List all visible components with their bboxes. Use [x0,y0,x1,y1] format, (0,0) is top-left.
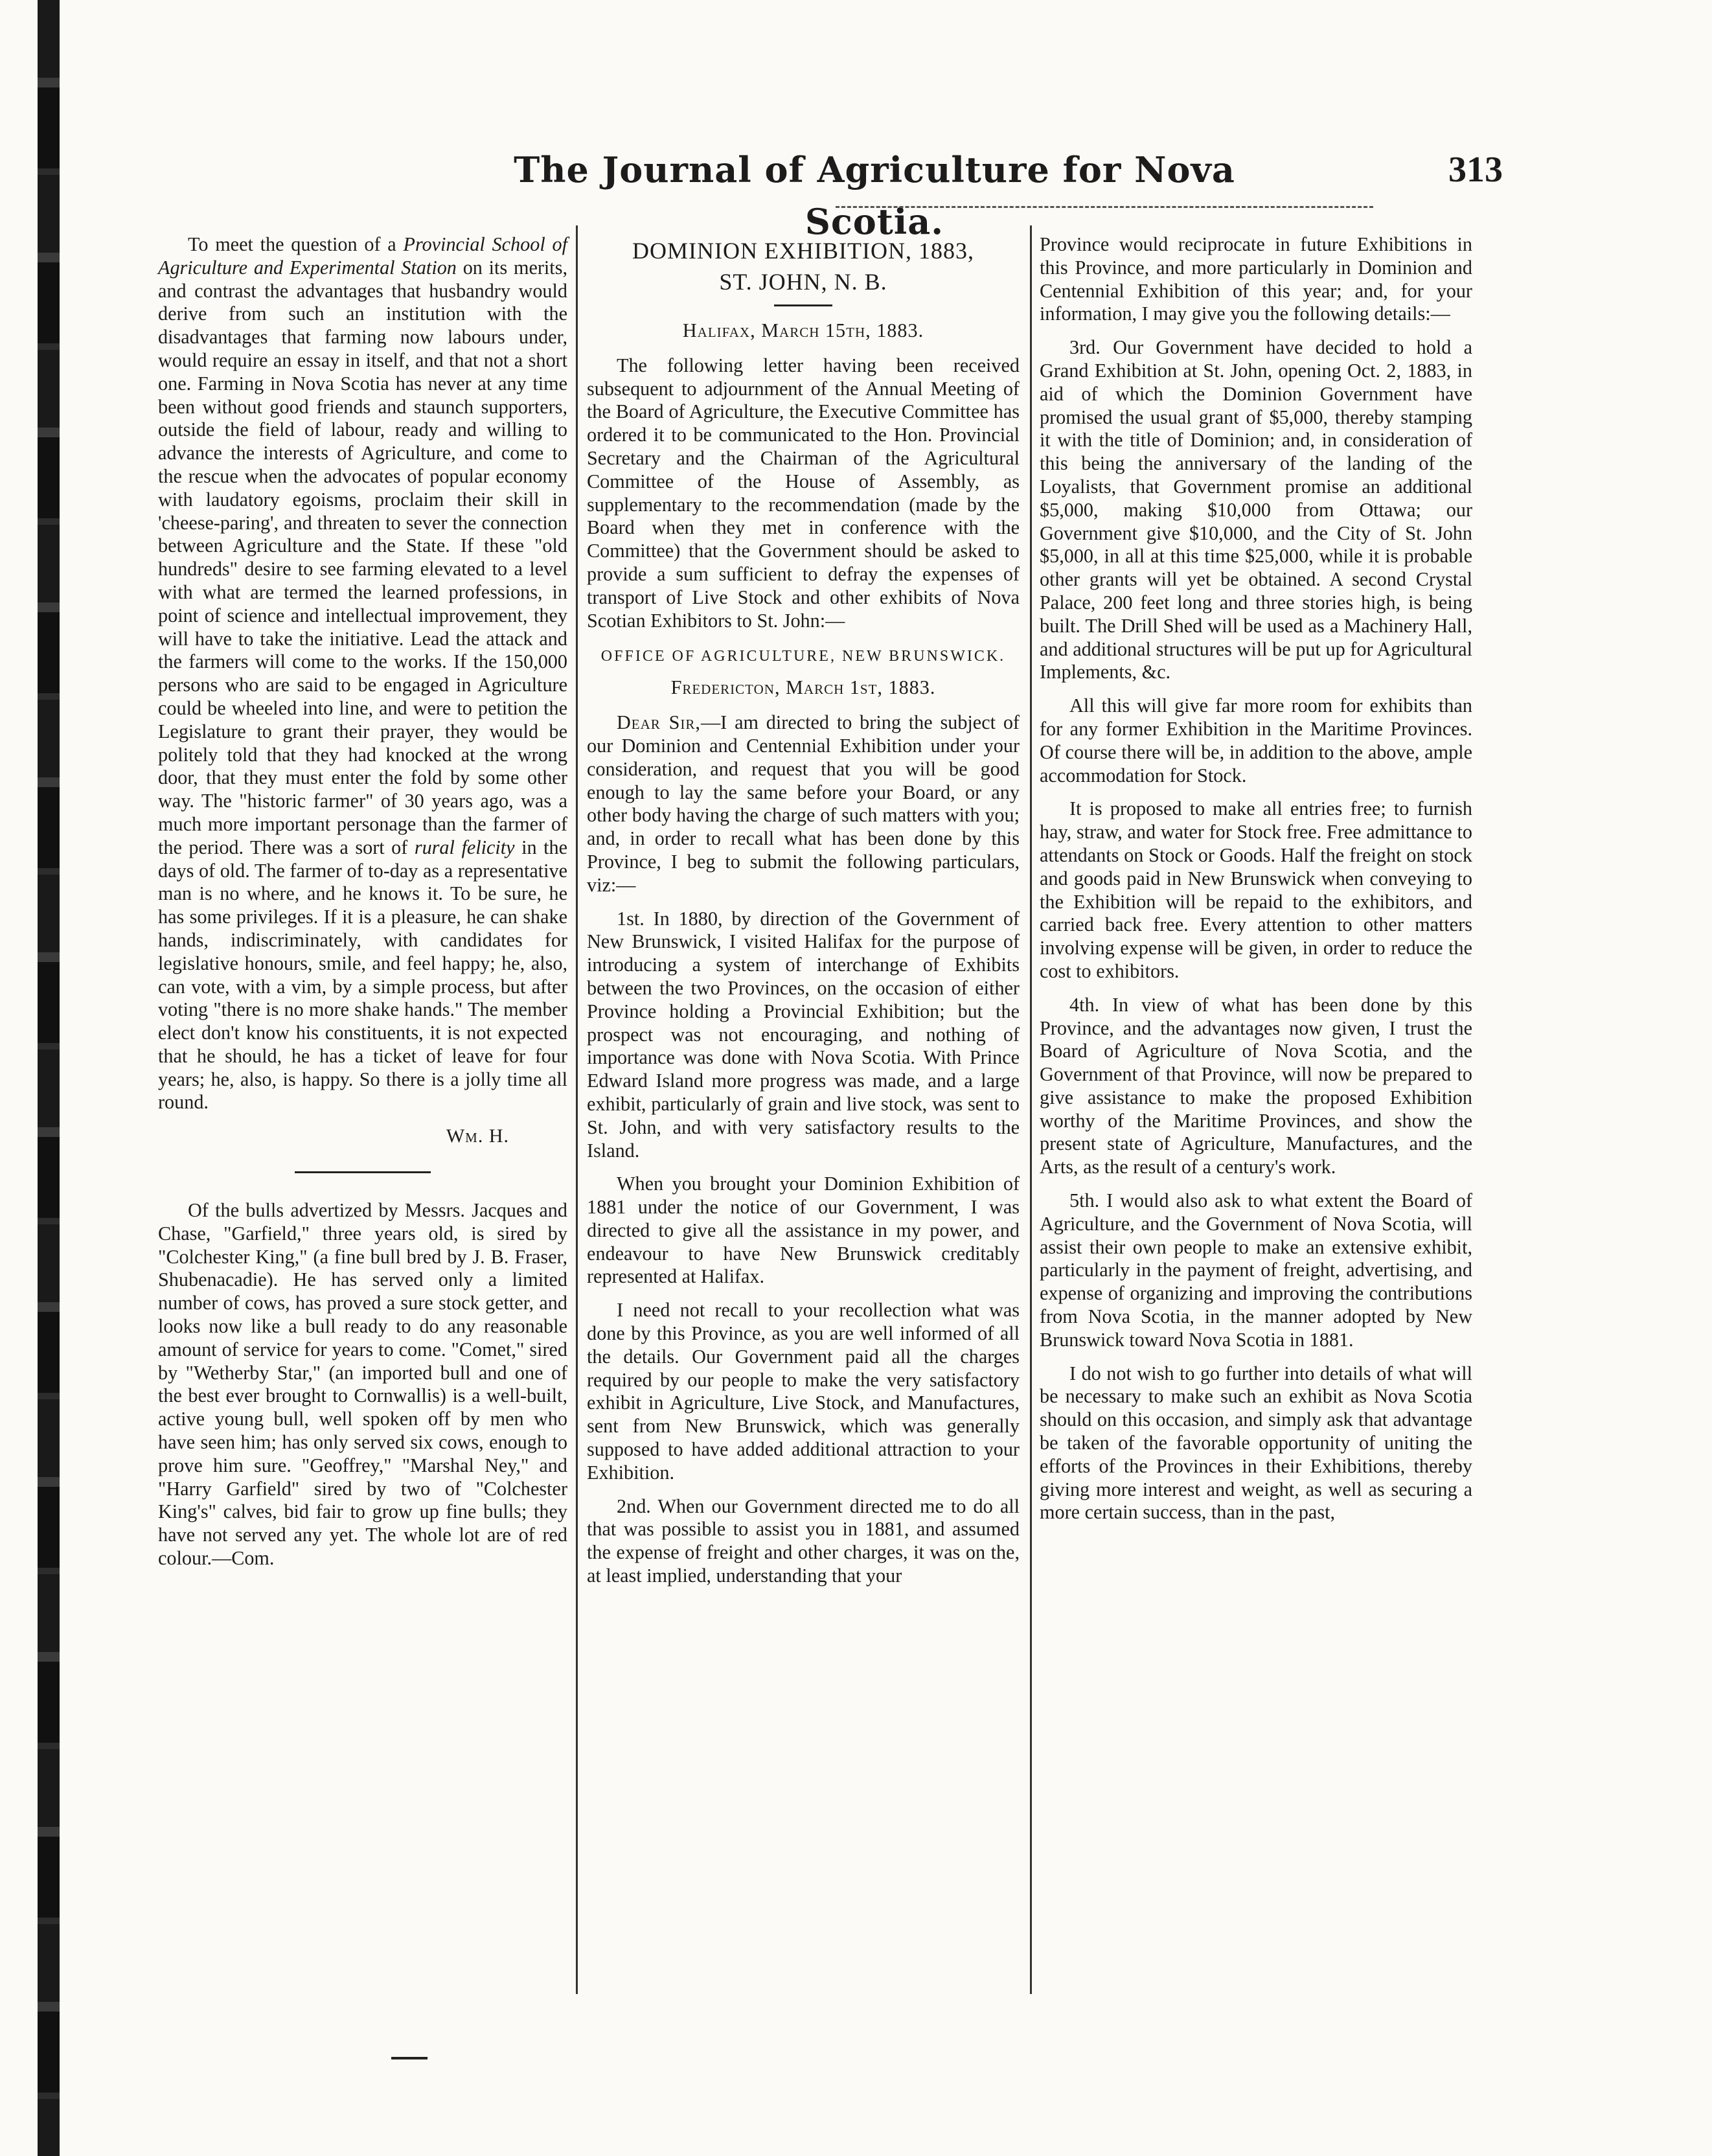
letter-paragraph-1881: When you brought your Dominion Exhibition of 1881 under the notice of our Government, I was directed to give all the assistance in my power, and endeavour to have New Brunswick creditably represented at Halifax. [587,1173,1020,1288]
headline-line-1: DOMINION EXHIBITION, 1883, [632,238,974,264]
headline-line-2: ST. JOHN, N. B. [719,269,887,295]
letter-point-4th: 4th. In view of what has been done by this Province, and the advantages now given, I trust the Board of Agriculture of Nova Scotia, and the Government of that Province, will now be prepared to give assistance to make the proposed Exhibition worthy of the Maritime Provinces, and show the present state of Agriculture, Manufactures, and the Arts, as the result of a century's work. [1040,993,1472,1178]
letter-paragraph-room: All this will give far more room for exhibits than for any former Exhibition in the Maritime Provinces. Of course there will be, in addition to the above, ample accommodation for Stock. [1040,694,1472,786]
column-3 [1040,233,1472,1535]
letter-dateline: Fredericton, March 1st, 1883. [670,676,936,699]
journal-masthead: The Journal of Agriculture for Nova Scotia. [514,149,1235,242]
column-divider-1 [576,225,578,1994]
page-number: 313 [1448,150,1503,190]
office-heading: OFFICE OF AGRICULTURE, NEW BRUNSWICK. [600,648,1006,665]
letter-paragraph-entries-free: It is proposed to make all entries free; to furnish hay, straw, and water for Stock free. Free admittance to attendants on Stock or Goods. Half the freight on stock and goods paid in New Brunswick when conveying to the Exhibition will be repaid to the exhibitors, and carried back free. Every attention to other matters involving expense will be given, in order to reduce the cost to exhibitors. [1040,797,1472,982]
section-rule [295,1171,431,1173]
letter-point-2nd: 2nd. When our Government directed me to do all that was possible to assist you in 1881, and assumed the expense of freight and other charges, it was on the, at least implied, understanding that your [587,1495,1020,1587]
column-2 [587,233,1020,1598]
letter-continuation: Province would reciprocate in future Exhibitions in this Province, and more particularly in Dominion and Centennial Exhibition of this year; and, for your information, I may give you the following details:— [1040,233,1472,325]
letter-paragraph-recall: I need not recall to your recollection what was done by this Province, as you are well informed of all the details. Our Government paid all the charges required by our people to make the very satisfactory exhibit in Agriculture, Live Stock, and Manufactures, sent from New Brunswick, which was generally supposed to have added additional attraction to your Exhibition. [587,1299,1020,1484]
letter-point-5th: 5th. I would also ask to what extent the Board of Agriculture, and the Government of Nova Scotia, will assist their own people to make an extensive exhibit, particularly in the payment of freight, advertising, and expense of organizing and improving the contributions from Nova Scotia, in the manner adopted by New Brunswick toward Nova Scotia in 1881. [1040,1189,1472,1351]
header-rule [836,206,1373,208]
column-divider-2 [1030,225,1032,1994]
end-mark [391,2057,428,2059]
article-school-of-agriculture: To meet the question of a Provincial School of Agriculture and Experimental Station on its merits, and contrast the advantages that husbandry would derive from such an institution with the disadvantages that farming now labours under, would require an essay in itself, and that not a short one. Farming in Nova Scotia has never at any time been without good friends and staunch supporters, outside the field of labour, ready and willing to advance the interests of Agriculture, and come to the rescue when the advocates of popular economy with laudatory egoisms, proclaim their skill in 'cheese-paring', and threaten to sever the connection between Agriculture and the State. If these "old hundreds" desire to see farming elevated to a level with what are termed the learned professions, in point of science and intellectual improvement, they will have to take the initiative. Lead the attack and the farmers will come to the works. If the 150,000 persons who are said to be engaged in Agriculture could be wheeled into line, and were to petition the Legislature to grant their prayer, they would be politely told that they had knocked at the wrong door, that they must enter the fold by some other way. The "historic farmer" of 30 years ago, was a much more important personage than the farmer of the period. There was a sort of rural felicity in the days of old. The farmer of to-day as a representative man is no where, and he knows it. To be sure, he has some privileges. If it is a pleasure, he can shake hands, indiscriminately, with candidates for legislative honours, smile, and feel happy; he, also, can vote, with a vim, by a simple process, but after voting "there is no more shake hands." The member elect don't know his constituents, it is not expected that he should, he has a ticket of leave for four years; he, also, is happy. So there is a jolly time all round. [158,233,568,1114]
letter-point-3rd: 3rd. Our Government have decided to hold a Grand Exhibition at St. John, opening Oct. 2, 1883, in aid of which the Dominion Government have promised the usual grant of $5,000, thereby stamping it with the title of Dominion; and, in consideration of this being the anniversary of the landing of the Loyalists, that Government promise an additional $5,000, making $10,000 from Ottawa; our Government give $10,000, and the City of St. John $5,000, in all at this time $25,000, while it is probable other grants will yet be obtained. A second Crystal Palace, 200 feet long and three stories high, is being built. The Drill Shed will be used as a Machinery Hall, and additional structures will be put up for Agricultural Implements, &c. [1040,336,1472,683]
headline-rule [774,304,832,306]
article-signature: Wm. H. [446,1125,509,1147]
dateline: Halifax, March 15th, 1883. [682,319,924,341]
article-bulls-advertized: Of the bulls advertized by Messrs. Jacques and Chase, "Garfield," three years old, is sired by "Colchester King," (a fine bull bred by J. B. Fraser, Shubenacadie). He has served only a limited number of cows, has proved a sure stock getter, and looks now like a bull ready to do any reasonable amount of service for years to come. "Comet," sired by "Wetherby Star," (an imported bull and one of the best ever brought to Cornwallis) is a well-built, active young bull, well spoken off by men who have seen him; has only served six cows, enough to prove him sure. "Geoffrey," "Marshal Ney," and "Harry Garfield" sired by two of "Colchester King's" calves, bid fair to grow up fine bulls; they have not served any yet. The whole lot are of red colour.—Com. [158,1199,567,1570]
letter-salutation: Dear Sir,—I am directed to bring the subject of our Dominion and Centennial Exhibition under your consideration, and request that you will be good enough to lay the same before your Board, or any other body having the charge of such matters with you; and, in order to recall what has been done by this Province, I beg to submit the following particulars, viz:— [587,711,1020,896]
letter-paragraph-details: I do not wish to go further into details of what will be necessary to make such an exhibit as Nova Scotia should on this occasion, and simply ask that advantage be taken of the favorable opportunity of uniting the efforts of the Provinces in their Exhibitions, thereby giving more interest and weight, as well as securing a more certain success, than in the past, [1040,1362,1472,1524]
intro-paragraph: The following letter having been received subsequent to adjournment of the Annual Meeting of the Board of Agriculture, the Executive Committee has ordered it to be communicated to the Hon. Provincial Secretary and the Chairman of the Agricultural Committee of the House of Assembly, as supplementary to the recommendation (made by the Board when they met in conference with the Committee) that the Government should be asked to provide a sum sufficient to defray the expenses of transport of Live Stock and other exhibits of Nova Scotian Exhibitors to St. John:— [587,354,1020,632]
column-1 [158,233,567,1581]
scan-edge-shadow [38,0,60,2156]
letter-point-1st: 1st. In 1880, by direction of the Government of New Brunswick, I visited Halifax for the purpose of introducing a system of interchange of Exhibits between the two Provinces, on the occasion of either Province holding a Provincial Exhibition; but the prospect was not encouraging, and nothing of importance was done with Nova Scotia. With Prince Edward Island more progress was made, and a large exhibit, particularly of grain and live stock, was sent to St. John, and with very satisfactory results to the Island. [587,907,1020,1162]
